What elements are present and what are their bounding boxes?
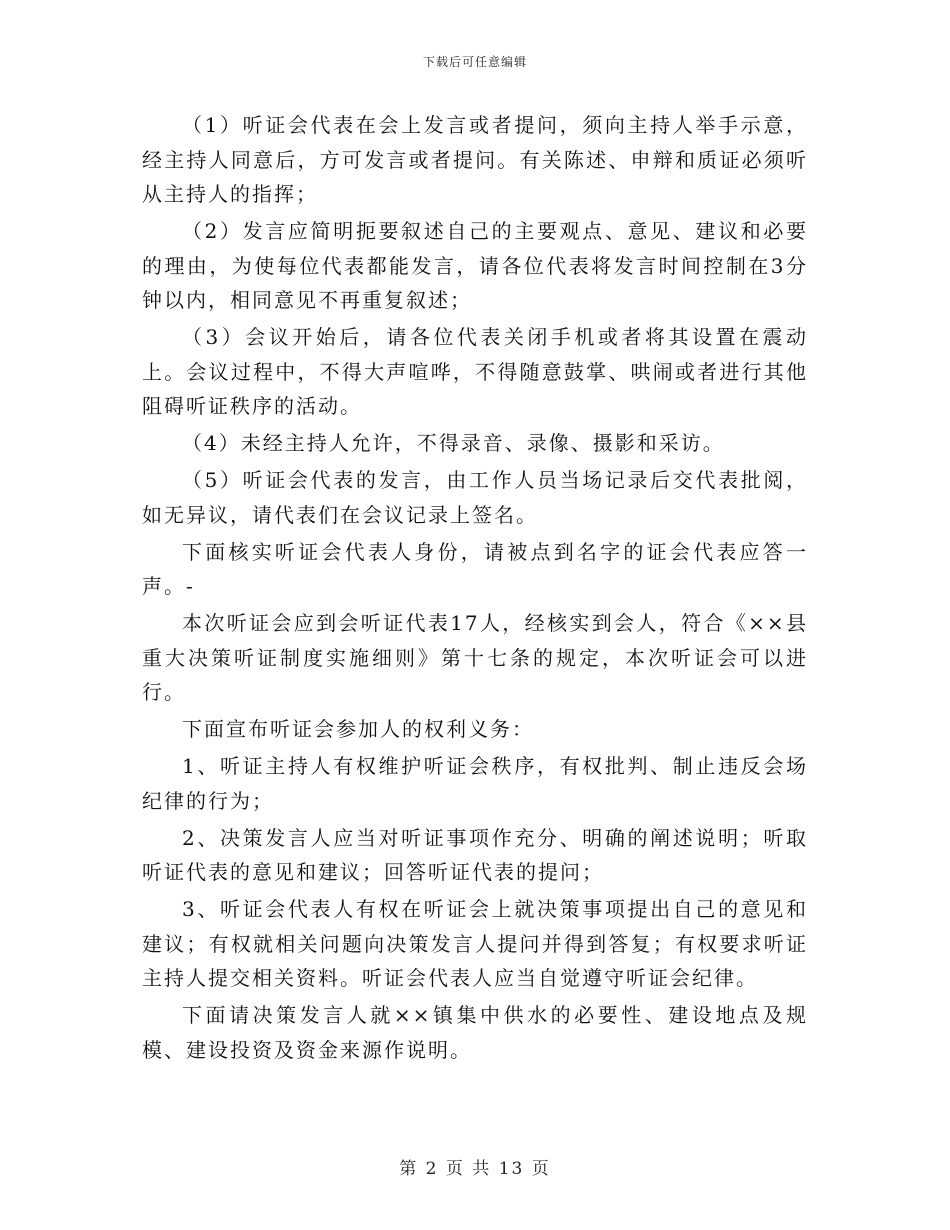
paragraph-identity-check: 下面核实听证会代表人身份，请被点到名字的证会代表应答一声。-: [142, 539, 808, 598]
paragraph-rule-1: （1）听证会代表在会上发言或者提问，须向主持人举手示意，经主持人同意后，方可发言或者提问。有关陈述、申辩和质证必须听从主持人的指挥；: [142, 113, 808, 206]
paragraph-rights-intro: 下面宣布听证会参加人的权利义务：: [182, 717, 534, 741]
document-body: [142, 108, 808, 1070]
paragraph-attendance: 本次听证会应到会听证代表17人，经核实到会人，符合《××县重大决策听证制度实施细则》第十七条的规定，本次听证会可以进行。: [142, 611, 808, 704]
paragraph-right-1: 1、听证主持人有权维护听证会秩序，有权批判、制止违反会场纪律的行为；: [142, 754, 808, 813]
paragraph-rule-3: （3）会议开始后，请各位代表关闭手机或者将其设置在震动上。会议过程中，不得大声喧哗，不得随意鼓掌、哄闹或者进行其他阻碍听证秩序的活动。: [142, 325, 808, 418]
paragraph-right-3: 3、听证会代表人有权在听证会上就决策事项提出自己的意见和建议；有权就相关问题向决策发言人提问并得到答复；有权要求听证主持人提交相关资料。听证会代表人应当自觉遵守听证会纪律。: [142, 897, 808, 990]
paragraph-speaker-intro: 下面请决策发言人就××镇集中供水的必要性、建设地点及规模、建设投资及资金来源作说明。: [142, 1003, 808, 1062]
paragraph-rule-2: （2）发言应简明扼要叙述自己的主要观点、意见、建议和必要的理由，为使每位代表都能发言，请各位代表将发言时间控制在3分钟以内，相同意见不再重复叙述；: [142, 219, 808, 312]
paragraph-right-2: 2、决策发言人应当对听证事项作充分、明确的阐述说明；听取听证代表的意见和建议；回答听证代表的提问；: [142, 825, 808, 884]
page-number-text: 第 2 页 共 13 页: [399, 1159, 551, 1179]
page-footer: [0, 1154, 950, 1179]
paragraph-rule-5: （5）听证会代表的发言，由工作人员当场记录后交代表批阅，如无异议，请代表们在会议记录上签名。: [142, 468, 808, 527]
page-header: 下载后可任意编辑: [422, 55, 527, 69]
paragraph-rule-4: （4）未经主持人允许，不得录音、录像、摄影和采访。: [182, 431, 725, 455]
